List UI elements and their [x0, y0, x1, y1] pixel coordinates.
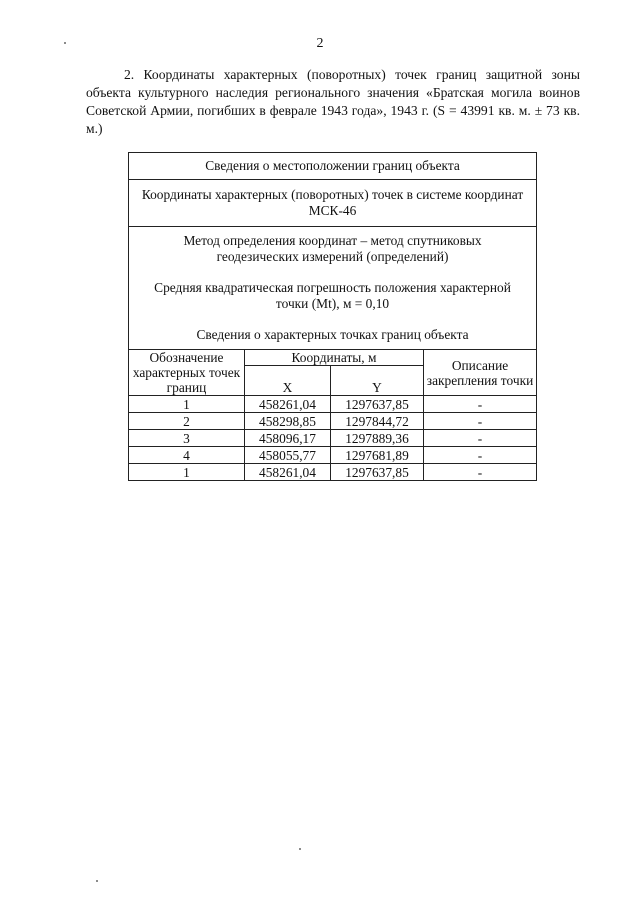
- boundary-points-table: [128, 152, 537, 481]
- accuracy-text: Средняя квадратическая погрешность положения характерной точки (Mt), м = 0,10: [154, 280, 511, 311]
- y-cell: 1297844,72: [331, 413, 424, 430]
- y-cell: 1297637,85: [331, 396, 424, 413]
- point-cell: 4: [129, 447, 245, 464]
- column-header-coordinates: Координаты, м: [245, 350, 424, 366]
- point-cell: 2: [129, 413, 245, 430]
- description-cell: -: [424, 447, 537, 464]
- point-cell: 1: [129, 396, 245, 413]
- table-row: [129, 413, 537, 430]
- column-header-y: Y: [331, 366, 424, 396]
- table-row: [129, 396, 537, 413]
- y-cell: 1297681,89: [331, 447, 424, 464]
- intro-paragraph: 2. Координаты характерных (поворотных) точек границ защитной зоны объекта культурного наследия регионального значения «Братская могила воинов Советской Армии, погибших в феврале 1943 года», 1943 г. (S = 43991 кв. м. ± 73 кв. м.): [86, 67, 580, 136]
- point-cell: 1: [129, 464, 245, 481]
- description-cell: -: [424, 464, 537, 481]
- table-row: [129, 464, 537, 481]
- x-cell: 458261,04: [245, 396, 331, 413]
- points-title: Сведения о характерных точках границ объекта: [196, 327, 469, 342]
- table-row: [129, 447, 537, 464]
- x-cell: 458096,17: [245, 430, 331, 447]
- coordinate-system-cell: Координаты характерных (поворотных) точек в системе координат МСК-46: [129, 180, 537, 227]
- page-number: 2: [316, 36, 324, 51]
- description-cell: -: [424, 430, 537, 447]
- method-text: Метод определения координат – метод спутниковых геодезических измерений (определений): [183, 233, 482, 264]
- table-row: [129, 430, 537, 447]
- column-header-designation: Обозначение характерных точек границ: [129, 350, 245, 396]
- table-header: Сведения о местоположении границ объекта: [129, 153, 537, 180]
- x-cell: 458298,85: [245, 413, 331, 430]
- column-header-description: Описание закрепления точки: [424, 350, 537, 396]
- x-cell: 458055,77: [245, 447, 331, 464]
- y-cell: 1297889,36: [331, 430, 424, 447]
- method-cell: [129, 227, 537, 350]
- scan-speck: [64, 42, 66, 44]
- description-cell: -: [424, 396, 537, 413]
- point-cell: 3: [129, 430, 245, 447]
- x-cell: 458261,04: [245, 464, 331, 481]
- description-cell: -: [424, 413, 537, 430]
- y-cell: 1297637,85: [331, 464, 424, 481]
- scan-speck: [299, 848, 301, 850]
- scan-speck: [96, 880, 98, 882]
- column-header-x: X: [245, 366, 331, 396]
